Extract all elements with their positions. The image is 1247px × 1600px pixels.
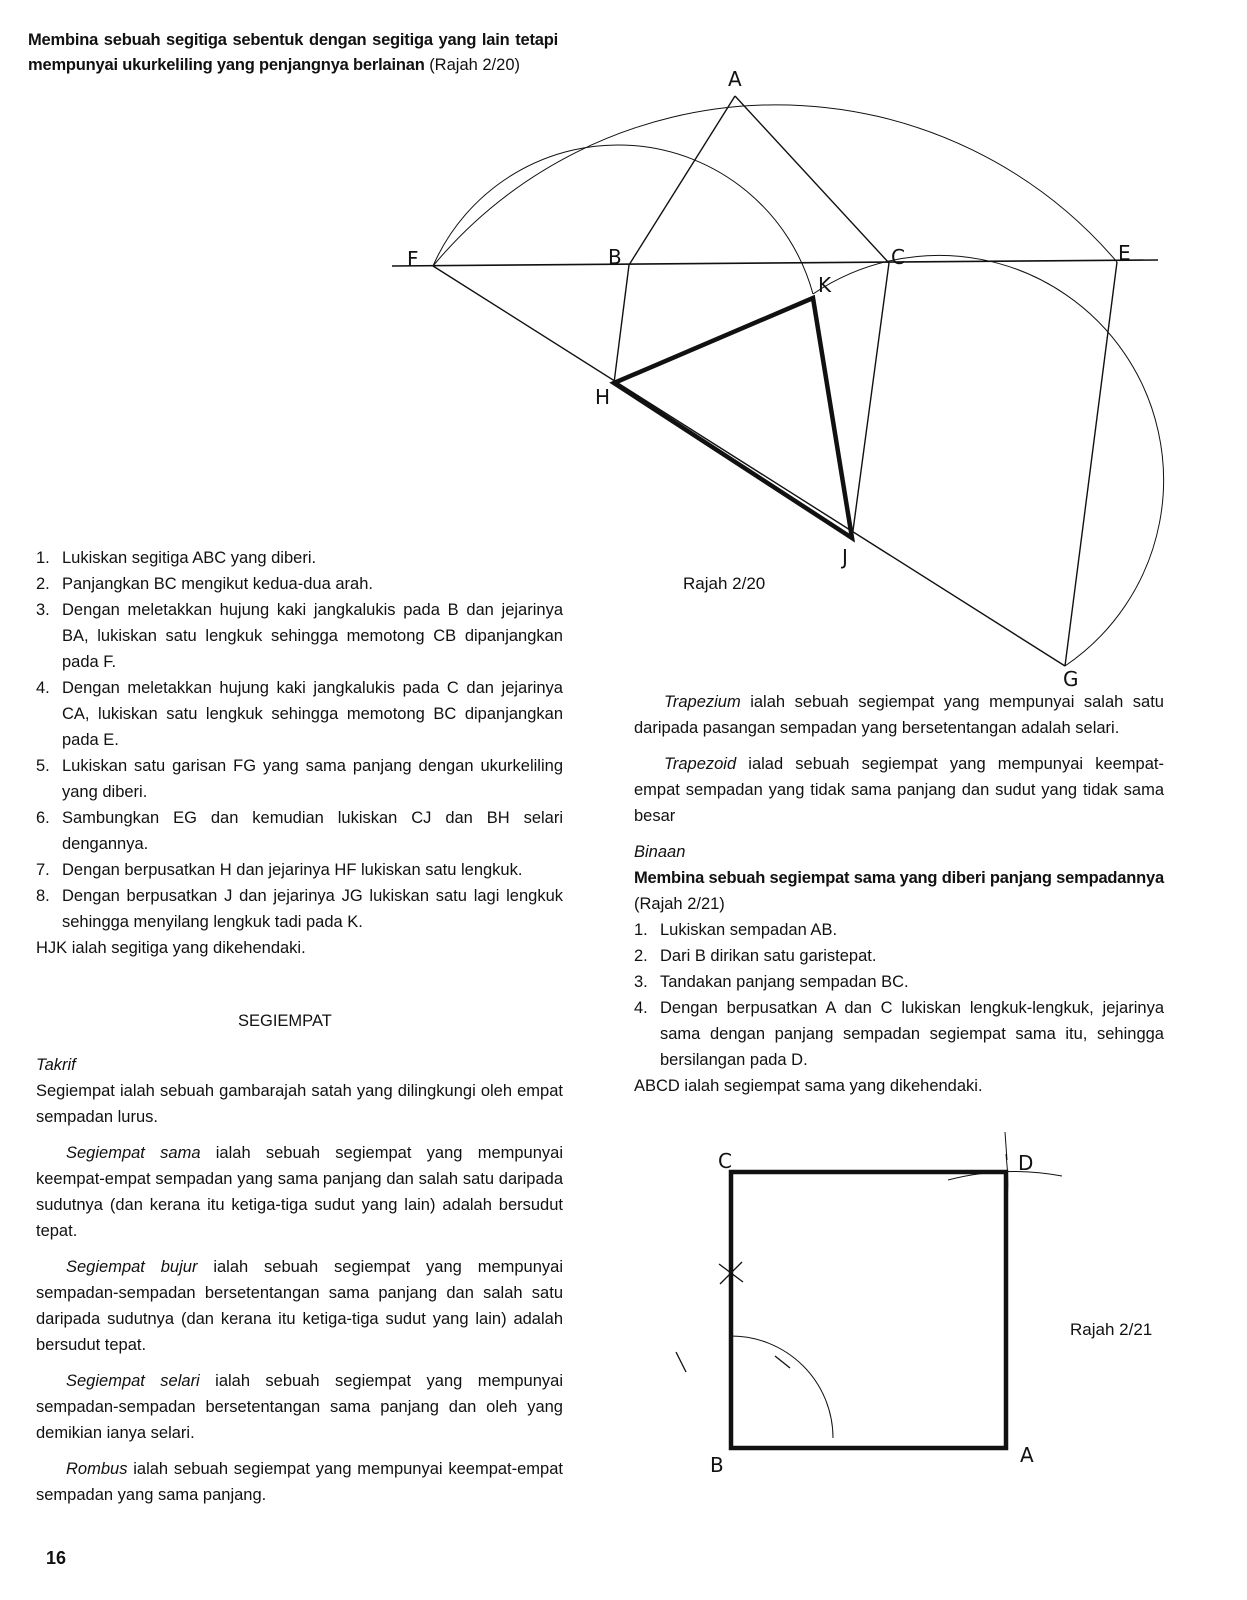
point-label-c-square: C: [718, 1149, 732, 1173]
definition-trapezium: Trapezium ialah sebuah segiempat yang mempunyai salah satu daripada pasangan sempadan yang bersetentangan adalah selari.: [634, 693, 1164, 737]
point-label-d-square: D: [1018, 1151, 1034, 1175]
triangle-hjk: [614, 298, 852, 538]
point-label-g: G: [1063, 667, 1079, 691]
arc-center-c: [433, 105, 1117, 266]
step-item: 6. Sambungkan EG dan kemudian lukiskan CJ dan BH selari dengannya.: [36, 809, 563, 853]
point-label-f: F: [407, 247, 419, 271]
line-bh: [614, 265, 629, 383]
heading-rajah-2-21: Membina sebuah segiempat sama yang diberi panjang sempadannya (Rajah 2/21): [634, 869, 1164, 913]
section-title-segiempat: SEGIEMPAT: [238, 1012, 332, 1030]
step-item: 1. Lukiskan sempadan AB.: [634, 921, 838, 939]
arc-center-j: [813, 255, 1164, 666]
result-2-20: HJK ialah segitiga yang dikehendaki.: [36, 939, 306, 957]
figure-2-21: [676, 1132, 1062, 1448]
takrif-label: Takrif: [36, 1056, 76, 1074]
definition-segiempat-sama: Segiempat sama ialah sebuah segiempat yang mempunyai keempat-empat sempadan yang sama panjang dan salah satu daripada sudutnya (dan kerana itu ketiga-tiga sudut yang lain) adalah bersudut tepat.: [36, 1144, 563, 1240]
result-2-21: ABCD ialah segiempat sama yang dikehendaki.: [634, 1077, 983, 1095]
line-eg: [1065, 262, 1117, 666]
point-label-c: C: [891, 245, 905, 269]
binaan-label: Binaan: [634, 843, 686, 861]
point-label-e: E: [1118, 241, 1131, 265]
step-item: 3. Dengan meletakkan hujung kaki jangkalukis pada B dan jejarinya BA, lukiskan satu lengkuk sehingga memotong CB dipanjangkan pada F.: [36, 601, 563, 671]
steps-2-20: [36, 545, 563, 961]
arc-center-b-quarter: [731, 1336, 833, 1438]
heading-rajah-2-20: [28, 28, 558, 78]
segiempat-section: [36, 1052, 563, 1518]
step-item: 2. Panjangkan BC mengikut kedua-dua arah.: [36, 575, 373, 593]
definition-segiempat-bujur: Segiempat bujur ialah sebuah segiempat yang mempunyai sempadan-sempadan bersetentangan sama panjang dan salah satu daripada sudutnya (dan kerana itu ketiga-tiga sudut yang lain) adalah bersudut tepat.: [36, 1258, 563, 1354]
line-fe: [392, 260, 1158, 266]
step-item: 1. Lukiskan segitiga ABC yang diberi.: [36, 549, 317, 567]
tick-arc-left: [676, 1352, 686, 1372]
point-label-k: K: [818, 273, 832, 297]
step-item: 4. Dengan berpusatkan A dan C lukiskan lengkuk-lengkuk, jejarinya sama dengan panjang sempadan segiempat sama itu, sehingga bersilangan pada D.: [634, 999, 1164, 1069]
heading-rajah-2-20-bold: Membina sebuah segitiga sebentuk dengan segitiga yang lain tetapi mempunyai ukurkeliling yang penjangnya berlainan: [28, 31, 558, 74]
definition-rombus: Rombus ialah sebuah segiempat yang mempunyai keempat-empat sempadan yang sama panjang.: [36, 1460, 563, 1504]
figure-2-20-caption: Rajah 2/20: [683, 574, 766, 593]
step-item: 2. Dari B dirikan satu garistepat.: [634, 947, 877, 965]
point-label-a-square: A: [1020, 1443, 1034, 1467]
step-item: 3. Tandakan panjang sempadan BC.: [634, 973, 909, 991]
point-label-b: B: [608, 245, 622, 269]
square-abcd: [731, 1172, 1006, 1448]
definition-trapezoid: Trapezoid ialad sebuah segiempat yang mempunyai keempat-empat sempadan yang tidak sama panjang dan sudut yang tidak sama besar: [634, 755, 1164, 825]
point-label-j: J: [842, 545, 848, 569]
definition-segiempat: Segiempat ialah sebuah gambarajah satah yang dilingkungi oleh empat sempadan lurus.: [36, 1082, 563, 1126]
definition-segiempat-selari: Segiempat selari ialah sebuah segiempat yang mempunyai sempadan-sempadan bersetentangan sama panjang dan oleh yang demikian ianya selari.: [36, 1372, 563, 1442]
step-item: 4. Dengan meletakkan hujung kaki jangkalukis pada C dan jejarinya CA, lukiskan satu lengkuk sehingga memotong BC dipanjangkan pada E.: [36, 679, 563, 749]
point-label-b-square: B: [710, 1453, 724, 1477]
page-number: 16: [46, 1548, 67, 1568]
step-item: 7. Dengan berpusatkan H dan jejarinya HF lukiskan satu lengkuk.: [36, 861, 523, 879]
right-column: [634, 689, 1164, 1099]
point-label-h: H: [595, 385, 611, 409]
figure-2-21-caption: Rajah 2/21: [1070, 1320, 1153, 1339]
point-label-a: A: [728, 67, 742, 91]
step-item: 8. Dengan berpusatkan J dan jejarinya JG lukiskan satu lagi lengkuk sehingga menyilang lengkuk tadi pada K.: [36, 887, 563, 931]
tick-arc-right: [775, 1356, 790, 1368]
step-item: 5. Lukiskan satu garisan FG yang sama panjang dengan ukurkeliling yang diberi.: [36, 757, 563, 801]
line-cj: [852, 263, 889, 538]
arc-center-b: [433, 145, 813, 294]
line-ab: [629, 96, 735, 265]
line-ac: [735, 96, 889, 263]
heading-rajah-2-20-ref: (Rajah 2/20): [429, 56, 520, 74]
